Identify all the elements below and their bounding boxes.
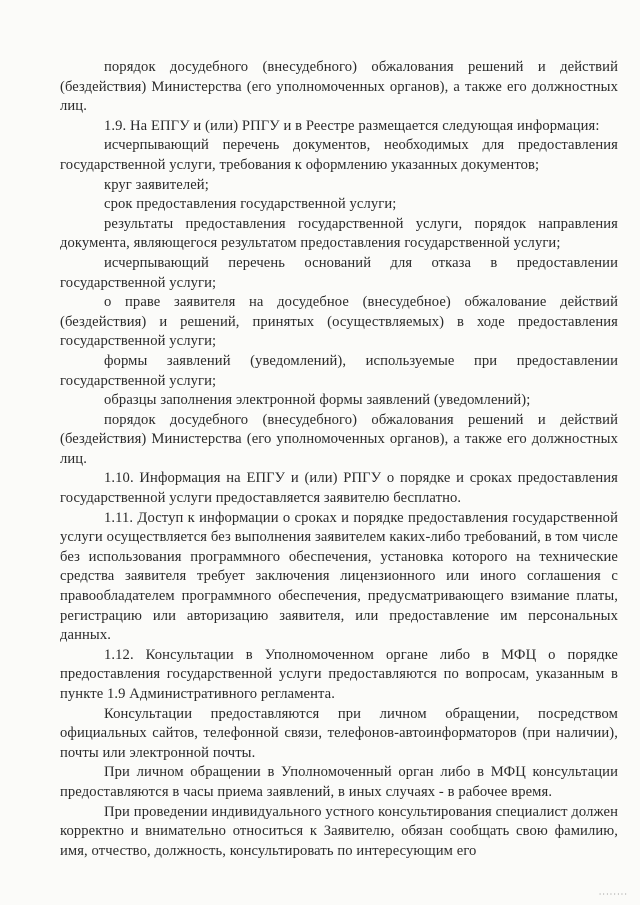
paragraph-1-9: 1.9. На ЕПГУ и (или) РПГУ и в Реестре размещается следующая информация:: [104, 117, 600, 134]
list-item-samples: образцы заполнения электронной формы заявлений (уведомлений);: [104, 392, 531, 409]
paragraph-appeal-procedure-top: порядок досудебного (внесудебного) обжалования решений и действий (бездействия) Министерства (его уполномоченных органов), а также его должностных лиц.: [60, 59, 618, 115]
paragraph-consultation-channels: Консультации предоставляются при личном обращении, посредством официальных сайтов, телефонной связи, телефонов-автоинформаторов (при наличии), почты или электронной почты.: [60, 705, 618, 761]
list-item-forms: формы заявлений (уведомлений), используемые при предоставлении государственной услуги;: [60, 352, 618, 389]
paragraph-consultation-hours: При личном обращении в Уполномоченный орган либо в МФЦ консультации предоставляются в часы приема заявлений, в иных случаях - в рабочее время.: [60, 764, 618, 800]
list-item-documents: исчерпывающий перечень документов, необходимых для предоставления государственной услуги, требования к оформлению указанных документов;: [60, 137, 618, 173]
list-item-appeal-procedure: порядок досудебного (внесудебного) обжалования решений и действий (бездействия) Министерства (его уполномоченных органов), а также его должностных лиц.: [60, 411, 618, 467]
paragraph-1-11: 1.11. Доступ к информации о сроках и порядке предоставления государственной услуги осуществляется без выполнения заявителем каких-либо требований, в том числе без использования программного обеспечения, установка которого на технические средства заявителя требует заключения лицензионного или иного соглашения с правообладателем программного обеспечения, предусматривающего взимание платы, регистрацию или авторизацию заявителя, или предоставление им персональных данных.: [60, 509, 618, 644]
list-item-results: результаты предоставления государственной услуги, порядок направления документа, являющегося результатом предоставления государственной услуги;: [60, 215, 618, 252]
scan-artifact-dots: ········: [598, 890, 628, 899]
list-item-term: срок предоставления государственной услуги;: [104, 196, 397, 213]
paragraph-1-10: 1.10. Информация на ЕПГУ и (или) РПГУ о порядке и сроках предоставления государственной услуги предоставляется заявителю бесплатно.: [60, 470, 618, 507]
list-item-refusal-grounds: исчерпывающий перечень оснований для отказа в предоставлении государственной услуги;: [60, 254, 618, 291]
paragraph-1-12: 1.12. Консультации в Уполномоченном органе либо в МФЦ о порядке предоставления государственной услуги предоставляются по вопросам, указанным в пункте 1.9 Административного регламента.: [60, 646, 618, 702]
list-item-applicants: круг заявителей;: [104, 176, 209, 193]
list-item-appeal-right: о праве заявителя на досудебное (внесудебное) обжалование действий (бездействия) и решений, принятых (осуществляемых) в ходе предоставления государственной услуги;: [60, 294, 618, 350]
paragraph-individual-consulting: При проведении индивидуального устного консультирования специалист должен корректно и внимательно относиться к Заявителю, обязан сообщать свою фамилию, имя, отчество, должность, консультировать по интересующим его: [60, 803, 618, 859]
